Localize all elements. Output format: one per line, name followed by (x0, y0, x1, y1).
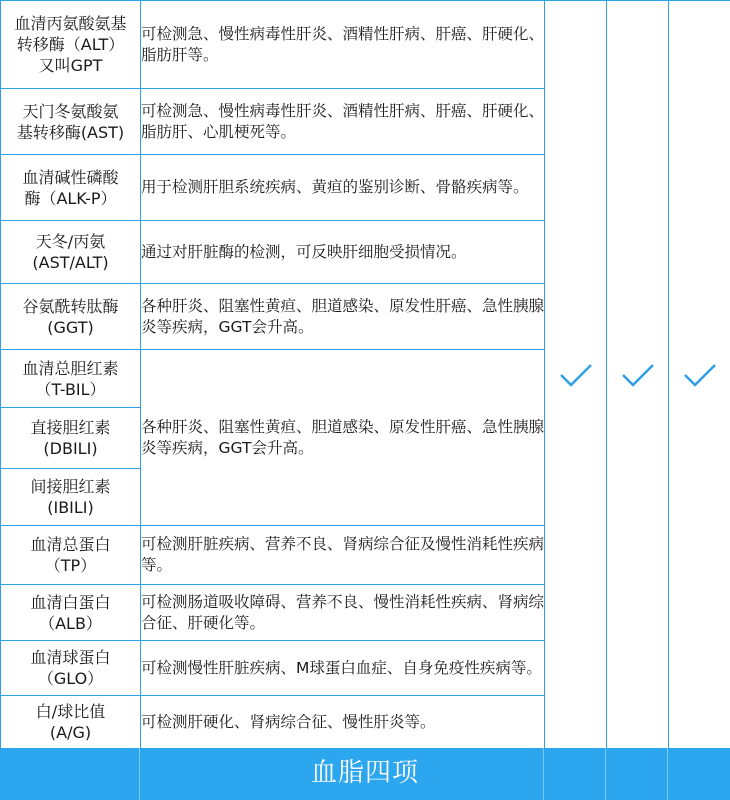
test-name: (AST/ALT) (32, 253, 109, 272)
test-name: （TP） (44, 556, 97, 575)
test-name: 血清白蛋白 (30, 592, 111, 612)
test-description: 可检测慢性肝脏疾病、M球蛋白血症、自身免疫性疾病等。 (141, 641, 545, 696)
test-description: 可检测肝脏疾病、营养不良、肾病综合征及慢性消耗性疾病等。 (141, 526, 545, 585)
test-name: (A/G) (49, 723, 92, 742)
checkmark-icon (621, 362, 655, 388)
test-name-cell (1, 155, 141, 221)
test-name-cell (1, 221, 141, 284)
section-header-bar (0, 748, 730, 800)
section-title: 血脂四项 (310, 758, 419, 788)
test-name-cell (1, 350, 141, 408)
test-name-cell (1, 408, 141, 469)
test-name: 血清总蛋白 (30, 535, 111, 554)
test-name: （GLO） (37, 669, 104, 688)
test-name: 天冬/丙氨 (35, 232, 106, 251)
check-column-2 (607, 1, 669, 749)
test-name: 血清丙氨酸氨基 (14, 14, 127, 33)
test-description: 可检测急、慢性病毒性肝炎、酒精性肝病、肝癌、肝硬化、脂肪肝等。 (141, 1, 545, 89)
test-name: 白/球比值 (35, 702, 106, 721)
test-name-cell (1, 585, 141, 641)
test-name: 基转移酶(AST) (16, 122, 125, 142)
test-name-cell (1, 526, 141, 585)
test-name-cell (1, 89, 141, 155)
test-name: 间接胆红素 (30, 477, 111, 496)
test-description: 可检测肠道吸收障碍、营养不良、慢性消耗性疾病、肾病综合征、肝硬化等。 (141, 585, 545, 641)
test-name-cell (1, 284, 141, 350)
test-name: 血清碱性磷酸 (22, 167, 119, 187)
test-name: (GGT) (47, 317, 94, 337)
test-name: 谷氨酰转肽酶 (22, 296, 119, 316)
table-row (1, 1, 730, 89)
test-name: 血清总胆红素 (22, 358, 119, 378)
test-name: 直接胆红素 (30, 418, 111, 437)
test-description: 可检测急、慢性病毒性肝炎、酒精性肝病、肝癌、肝硬化、脂肪肝、心肌梗死等。 (141, 89, 545, 155)
test-name: （T-BIL） (35, 379, 106, 399)
test-name: 转移酶（ALT） (16, 35, 125, 54)
test-name: 血清球蛋白 (30, 648, 111, 667)
check-column-1 (545, 1, 607, 749)
checkmark-icon (559, 362, 593, 388)
test-name: （ALB） (39, 613, 102, 633)
test-name-cell (1, 641, 141, 696)
test-description: 各种肝炎、阻塞性黄疸、胆道感染、原发性肝癌、急性胰腺炎等疾病，GGT会升高。 (141, 350, 545, 526)
test-description: 各种肝炎、阻塞性黄疸、胆道感染、原发性肝癌、急性胰腺炎等疾病，GGT会升高。 (141, 284, 545, 350)
test-name: (DBILI) (43, 439, 98, 458)
checkmark-icon (683, 362, 717, 388)
test-name-cell (1, 696, 141, 749)
test-name-cell (1, 469, 141, 526)
test-name: (IBILI) (47, 498, 94, 517)
test-description: 用于检测肝胆系统疾病、黄疸的鉴别诊断、骨骼疾病等。 (141, 155, 545, 221)
test-description: 可检测肝硬化、肾病综合征、慢性肝炎等。 (141, 696, 545, 749)
test-name: 天门冬氨酸氨 (22, 101, 119, 121)
test-name-cell (1, 1, 141, 89)
test-name: 酶（ALK-P） (24, 188, 117, 208)
check-column-3 (669, 1, 730, 749)
test-description: 通过对肝脏酶的检测，可反映肝细胞受损情况。 (141, 221, 545, 284)
test-name: 又叫GPT (38, 56, 103, 75)
